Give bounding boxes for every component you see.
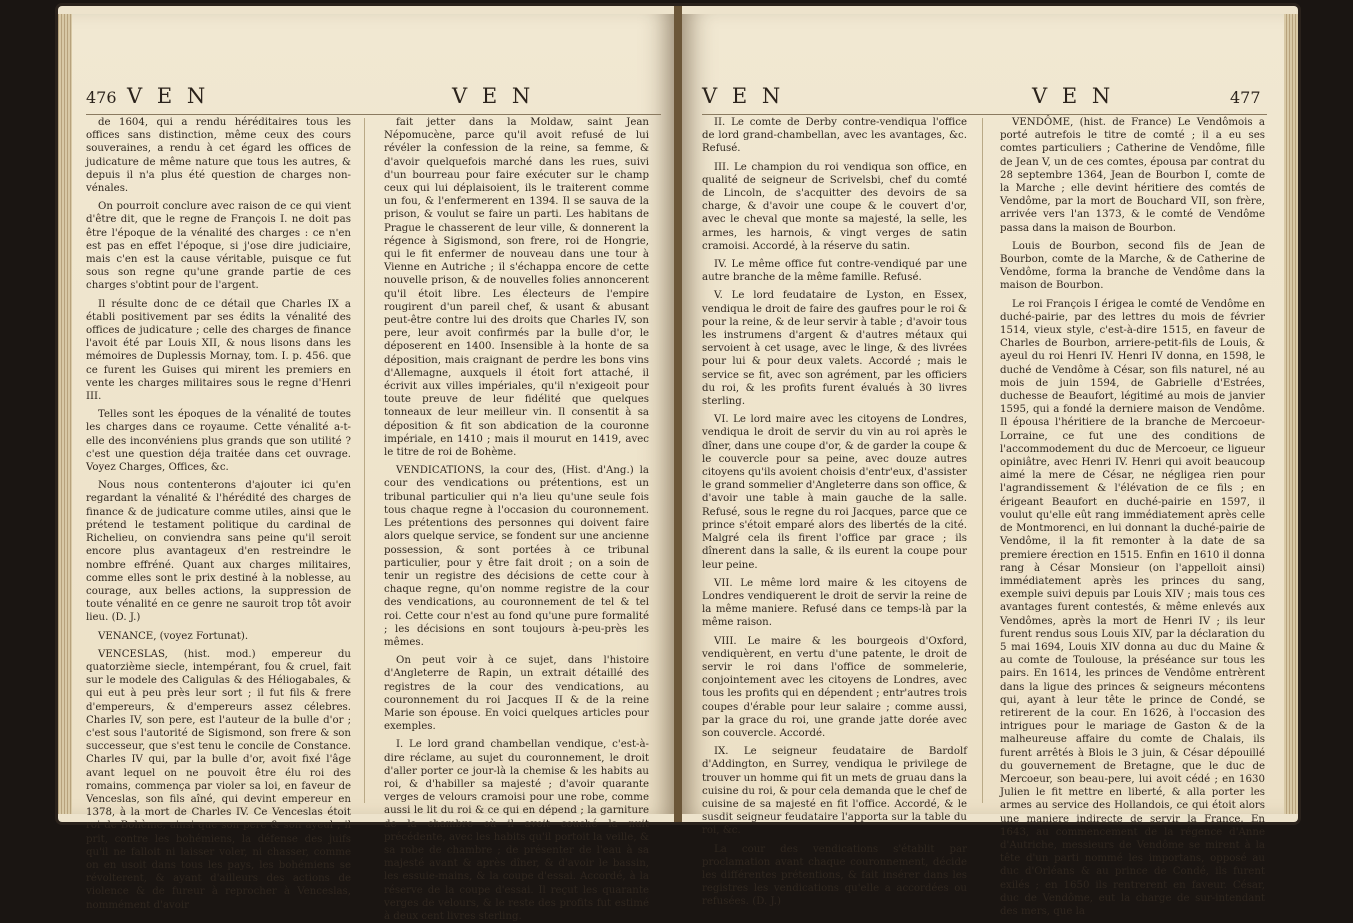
column-divider	[982, 118, 983, 803]
paragraph: V. Le lord feudataire de Lyston, en Essex, vendiqua le droit de faire des gaufres pour le roi & pour la reine, & de leur servir à table ; d'avoir tous les instrumens d'argent & d'autres métaux qui servoient à cet usage, avec le linge, & des livrées pour lui & pour deux valets. Accordé ; mais le service se fit, avec son agrément, par les officiers du roi, & les profits furent évalués à 30 livres sterling.	[702, 290, 967, 408]
paragraph: Il résulte donc de ce détail que Charles IX a établi positivement par ses édits la vénalité des offices de judicature ; celle des charges de finance l'avoit été par Louis XII, & nous lisons dans les mémoires de Duplessis Mornay, tom. I. p. 456. que ce furent les Guises qui mirent les premiers en vente les charges militaires sous le regne d'Henri III.	[86, 298, 351, 403]
paragraph: On peut voir à ce sujet, dans l'histoire d'Angleterre de Rapin, un extrait détaillé des registres de la cour des vendications, au couronnement du roi Jacques II & de la reine Marie son épouse. En voici quelques articles pour exemples.	[384, 655, 649, 733]
paragraph: II. Le comte de Derby contre-vendiqua l'office de lord grand-chambellan, avec les avantages, &c. Refusé.	[702, 117, 967, 155]
paragraph: de 1604, qui a rendu héréditaires tous les offices sans distinction, même ceux des cours souveraines, a rendu à cet égard les offices de judicature de même nature que tous les autres, & depuis il n'a plus été question de charges non-vénales.	[86, 117, 351, 195]
paragraph: fait jetter dans la Moldaw, saint Jean Népomucène, parce qu'il avoit refusé de lui révéler la confession de la reine, sa femme, & d'avoir quelquefois marché dans les rues, suivi d'un bourreau pour faire exécuter sur le champ ceux qui lui déplaisoient, ils le traiterent comme un fou, & l'enfermerent en 1394. Il se sauva de la prison, & voulut se faire un parti. Les habitans de Prague le chasserent de leur ville, & donnerent la régence à Sigismond, son frere, roi de Hongrie, qui le fit enfermer de nouveau dans une tour à Vienne en Autriche ; il s'échappa encore de cette nouvelle prison, & de nouvelles folies annoncerent qu'il étoit libre. Les électeurs de l'empire rougirent d'un pareil chef, & usant & abusant peut-être contre lui des droits que Charles IV, son pere, leur avoit confirmés par la bulle d'or, le déposerent en 1400. Insensible à la honte de sa déposition, mais craignant de perdre les bons vins d'Allemagne, auxquels il étoit fort attaché, il écrivit aux villes impériales, qu'il n'exigeoit pour toute preuve de leur fidélité que quelques tonneaux de leur meilleur vin. Il consentit à sa déposition & fit son abdication de la couronne impériale, en 1410 ; mais il mourut en 1419, avec le titre de roi de Bohème.	[384, 117, 649, 459]
right-page	[682, 14, 1284, 917]
book-spread	[58, 6, 1298, 922]
text-column	[702, 116, 967, 908]
paragraph: VI. Le lord maire avec les citoyens de Londres, vendiqua le droit de servir du vin au roi après le dîner, dans une coupe d'or, & de garder la coupe & le couvercle pour sa peine, avec douze autres citoyens qu'ils avoient choisis d'entr'eux, d'assister le grand sommelier d'Angleterre dans son office, & d'avoir une table à main gauche de la salle. Refusé, sous le regne du roi Jacques, parce que ce prince s'étoit emparé alors des libertés de la cité. Malgré cela ils firent l'office par grace ; ils dînerent dans la salle, & ils eurent la coupe pour leur peine.	[702, 414, 967, 571]
text-column	[384, 116, 649, 922]
paragraph: IV. Le même office fut contre-vendiqué par une autre branche de la même famille. Refusé.	[702, 259, 967, 284]
paragraph: Nous nous contenterons d'ajouter ici qu'en regardant la vénalité & l'hérédité des charges de finance & de judicature comme utiles, ainsi que le prétend le testament politique du cardinal de Richelieu, on conviendra sans peine qu'il seroit encore plus avantageux d'en restreindre le nombre effréné. Quant aux charges militaires, comme elles sont le prix destiné à la noblesse, au courage, aux belles actions, la suppression de toute vénalité en ce genre ne sauroit trop tôt avoir lieu. (D. J.)	[86, 480, 351, 624]
paragraph: VIII. Le maire & les bourgeois d'Oxford, vendiquèrent, en vertu d'une patente, le droit de servir le roi dans l'office de sommelerie, conjointement avec les citoyens de Londres, avec tous les profits qui en dépendent ; entr'autres trois coupes d'érable pour leur salaire ; comme aussi, par la grace du roi, une grande jatte dorée avec son couvercle. Accordé.	[702, 635, 967, 739]
paragraph: IX. Le seigneur feudataire de Bardolf d'Addington, en Surrey, vendiqua le privilege de trouver un homme qui fit un mets de gruau dans la cuisine du roi, & pour cela demanda que le chef de cuisine de sa majesté en fit l'office. Accordé, & le susdit seigneur feudataire l'apporta sur la table du roi, &c.	[702, 746, 967, 837]
paragraph: La cour des vendications s'établit par proclamation avant chaque couronnement, décide les différentes prétentions, & fait insérer dans les registres les vendications qu'elle a accordées ou refusées. (D. J.)	[702, 843, 967, 908]
running-head: V E N	[1032, 84, 1115, 108]
text-column	[1000, 116, 1265, 917]
column-divider	[364, 118, 365, 803]
running-head: V E N	[452, 84, 535, 108]
paragraph: VENANCE, (voyez Fortunat).	[98, 630, 249, 642]
paragraph: Le roi François I érigea le comté de Vendôme en duché-pairie, par des lettres du mois de février 1514, vieux style, c'est-à-dire 1515, en faveur de Charles de Bourbon, arriere-petit-fils de Louis, & ayeul du roi Henri IV. Henri IV donna, en 1598, le duché de Vendôme à César, son fils naturel, né au mois de juin 1594, de Gabrielle d'Estrées, duchesse de Beaufort, légitimé au mois de janvier 1595, qui a fondé la derniere maison de Vendôme. Il épousa l'héritiere de la branche de Mercoeur-Lorraine, ce fut une des conditions de l'accommodement du duc de Mercoeur, ce ligueur opiniâtre, avec Henri IV. Henri qui avoit beaucoup aimé la mere de César, ne négligea rien pour l'agrandissement & l'élévation de ce fils ; en érigeant Beaufort en duché-pairie en 1597, il voulut qu'elle eût rang immédiatement après celle de Montmorenci, en lui donnant la duché-pairie de Vendôme, il la fit remonter à la date de sa premiere érection en 1515. Enfin en 1610 il donna rang à César Monsieur (on l'appelloit ainsi) immédiatement après les princes du sang, exemple suivi depuis par Louis XIV ; mais tous ces avantages furent contestés, & même enlevés aux Vendômes, après la mort de Henri IV ; ils leur furent rendus sous Louis XIV, par la déclaration du 5 mai 1694, Louis XIV donna au duc du Maine & au comte de Toulouse, la préséance sur tous les pairs. En 1614, les princes de Vendôme entrèrent dans la ligue des princes & seigneurs mécontens qui, ayant à leur tête le prince de Condé, se retirerent de la cour. En 1626, à l'occasion des intrigues pour le mariage de Gaston & de la malheureuse affaire du comte de Chalais, ils furent arrêtés à Blois le 3 juin, & César dépouillé du gouvernement de Bretagne, que le duc de Mercoeur, son beau-pere, lui avoit cédé ; en 1630 Julien le fit mettre en liberté, & alla porter les armes au service des Hollandois, ce qui étoit alors une maniere indirecte de servir la France. En 1643, au commencement de la régence d'Anne d'Autriche, messieurs de Vendôme se mirent à la tête d'un parti nommé les importans, opposé au duc d'Orléans & au prince de Condé, ils furent exilés ; en 1650 ils rentrerent en faveur. César, duc de Vendôme, eut la charge de sur-intendant des mers, que la	[1000, 298, 1265, 917]
running-head: V E N	[127, 84, 210, 108]
page-edges-left	[58, 14, 72, 814]
running-head: V E N	[702, 84, 785, 108]
paragraph: Louis de Bourbon, second fils de Jean de Bourbon, comte de la Marche, & de Catherine de Vendôme, forma la branche de Vendôme dans la maison de Bourbon.	[1000, 240, 1265, 292]
paragraph: VII. Le même lord maire & les citoyens de Londres vendiquerent le droit de servir la reine de la même maniere. Refusé dans ce temps-là par la même raison.	[702, 577, 967, 629]
text-column	[86, 116, 351, 911]
paragraph: VENCESLAS, (hist. mod.) empereur du quatorzième siecle, intempérant, fou & cruel, fait sur le modele des Caligulas & des Héliogabales, & qui eut à peu près leur sort ; il fut fils & frere d'empereurs, & d'empereurs assez célebres. Charles IV, son pere, est l'auteur de la bulle d'or ; c'est sous l'autorité de Sigismond, son frere & son successeur, que s'est tenu le concile de Constance. Charles IV qui, par la bulle d'or, avoit fixé l'âge avant lequel on ne pouvoit être élu roi des romains, commença par violer sa loi, en faveur de Venceslas, son fils aîné, qui devint empereur en 1378, à la mort de Charles IV. Ce Venceslas étoit roi de Bohème, ainsi que son pere & son ayeul ; il prit, contre les bohémiens, la défense des juifs qu'il ne falloit ni laisser voler, ni chasser, comme on en usoit dans tous les pays, les bohémiens se révolterent, & ayant d'ailleurs des actions de violence & de fureur à reprocher à Venceslas, nommément d'avoir	[86, 648, 351, 911]
paragraph: VENDÔME, (hist. de France) Le Vendômois a porté autrefois le titre de comté ; il a eu ses comtes particuliers ; Catherine de Vendôme, fille de Jean V, un de ces comtes, épousa par contrat du 28 septembre 1364, Jean de Bourbon I, comte de la Marche ; elle devint héritiere des comtés de Vendôme, par la mort de Bouchard VII, son frère, arrivée vers l'an 1373, & le comté de Vendôme passa dans la maison de Bourbon.	[1000, 117, 1265, 234]
left-page	[72, 14, 674, 922]
paragraph: I. Le lord grand chambellan vendique, c'est-à-dire réclame, au sujet du couronnement, le droit d'aller porter ce jour-là la chemise & les habits au roi, & d'habiller sa majesté ; d'avoir quarante verges de velours cramoisi pour une robe, comme aussi le lit du roi & ce qui en dépend ; la garniture de la chambre où il avoit couché la nuit précédente, avec les habits qu'il portoit la veille, & sa robe de chambre ; de présenter de l'eau à sa majesté avant & après dîner, & d'avoir le bassin, les essuie-mains, & la coupe d'essai. Accordé, à la réserve de la coupe d'essai. Il reçut les quarante verges de velours, & le reste des profits fut estimé à deux cent livres sterling.	[384, 739, 649, 922]
gutter	[674, 6, 682, 822]
paragraph: VENDICATIONS, la cour des, (Hist. d'Ang.) la cour des vendications ou prétentions, est un tribunal particulier qui n'a lieu qu'une seule fois tous chaque regne à l'occasion du couronnement. Les prétentions des personnes qui doivent faire alors quelque service, se fondent sur une ancienne possession, & sont portées à ce tribunal particulier, pour y être fait droit ; on a soin de tenir un registre des décisions de cette cour à chaque regne, qu'on nomme registre de la cour des vendications, au couronnement de tel & tel roi. Cette cour n'est au fond qu'une pure formalité ; les décisions en sont toujours à-peu-près les mêmes.	[384, 465, 649, 648]
header-rule	[702, 114, 1267, 115]
paragraph: III. Le champion du roi vendiqua son office, en qualité de seigneur de Scrivelsbi, chef du comté de Lincoln, de s'acquitter des devoirs de sa charge, & d'avoir une coupe & le couvert d'or, avec le cheval que monte sa majesté, la selle, les armes, les harnois, & vingt verges de satin cramoisi. Accordé, à la réserve du satin.	[702, 161, 967, 252]
page-number: 477	[1230, 88, 1261, 107]
page-number: 476	[86, 88, 117, 107]
paragraph: On pourroit conclure avec raison de ce qui vient d'être dit, que le regne de François I. ne doit pas être l'époque de la vénalité des charges : ce n'en est pas en effet l'époque, si j'ose dire judiciaire, mais c'en est la cause véritable, puisque ce fut sous son regne qu'une grande partie de ces charges s'obtint pour de l'argent.	[86, 201, 351, 292]
page-edges-right	[1284, 14, 1298, 814]
paragraph: Telles sont les époques de la vénalité de toutes les charges dans ce royaume. Cette vénalité a-t-elle des inconvéniens plus grands que son utilité ? c'est une question déja traitée dans cet ouvrage. Voyez Charges, Offices, &c.	[86, 409, 351, 474]
header-rule	[86, 114, 661, 115]
